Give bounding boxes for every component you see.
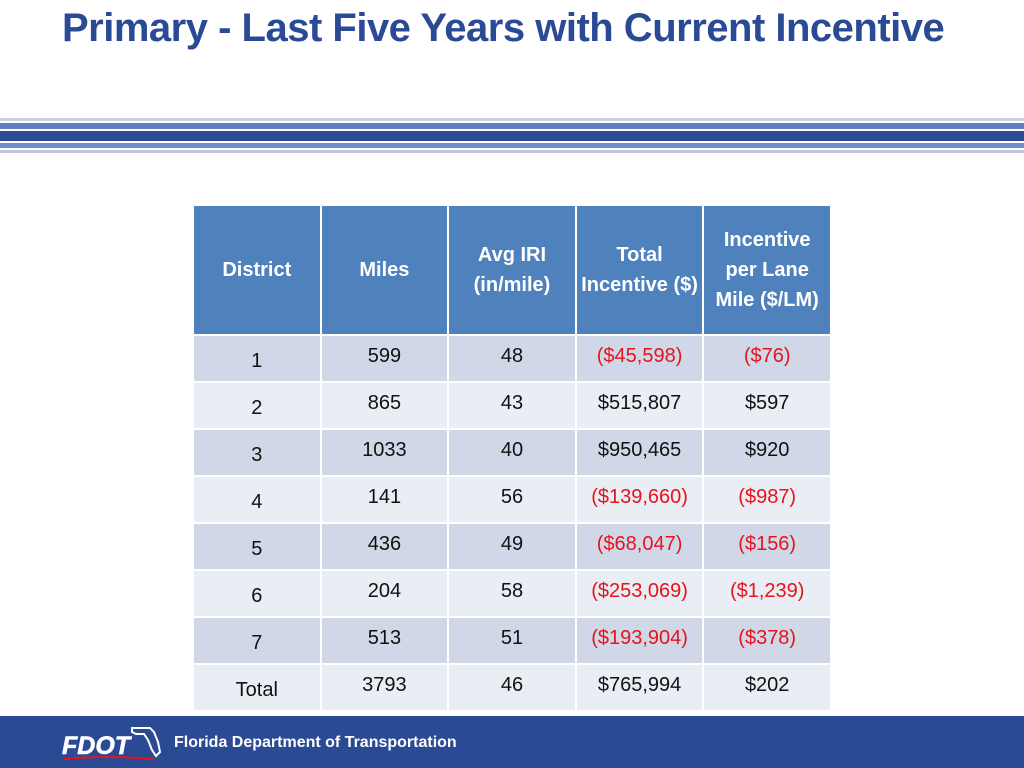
table-cell-total-incentive: ($68,047): [577, 524, 703, 569]
table-cell-miles: 141: [322, 477, 448, 522]
table-cell-district: 4: [194, 477, 320, 522]
table-row: [194, 383, 830, 428]
column-header: District: [194, 206, 320, 334]
table-row: [194, 571, 830, 616]
florida-outline-icon: [132, 728, 160, 756]
table-cell-total-incentive: ($253,069): [577, 571, 703, 616]
table-cell-district: 5: [194, 524, 320, 569]
title-divider: [0, 150, 1024, 153]
incentive-table: [192, 204, 832, 712]
column-header: Miles: [322, 206, 448, 334]
title-divider: [0, 123, 1024, 129]
table-cell-avg-iri: 40: [449, 430, 575, 475]
column-header: Incentive per Lane Mile ($/LM): [704, 206, 830, 334]
table-cell-miles: 3793: [322, 665, 448, 710]
table-cell-district: 2: [194, 383, 320, 428]
table-cell-district: 7: [194, 618, 320, 663]
table-cell-avg-iri: 43: [449, 383, 575, 428]
table-cell-miles: 436: [322, 524, 448, 569]
table-cell-avg-iri: 56: [449, 477, 575, 522]
table-row: [194, 430, 830, 475]
table-cell-avg-iri: 46: [449, 665, 575, 710]
table-row: [194, 477, 830, 522]
table-cell-incentive-per-lm: $597: [704, 383, 830, 428]
fdot-logo: [62, 722, 162, 762]
table-cell-total-incentive: $765,994: [577, 665, 703, 710]
title-divider: [0, 118, 1024, 121]
organization-name: Florida Department of Transportation: [174, 734, 457, 751]
table-cell-district: 3: [194, 430, 320, 475]
table-cell-district: 6: [194, 571, 320, 616]
table-cell-incentive-per-lm: ($987): [704, 477, 830, 522]
table-cell-total-incentive: ($139,660): [577, 477, 703, 522]
table-cell-incentive-per-lm: ($156): [704, 524, 830, 569]
slide-title: Primary - Last Five Years with Current Incentive: [62, 6, 945, 50]
fdot-logo-text: FDOT: [62, 732, 131, 760]
table-header-row: [194, 206, 830, 334]
table-cell-incentive-per-lm: ($76): [704, 336, 830, 381]
table-body: [194, 336, 830, 710]
table-cell-avg-iri: 58: [449, 571, 575, 616]
table-row: [194, 665, 830, 710]
table-cell-avg-iri: 48: [449, 336, 575, 381]
table-cell-district: 1: [194, 336, 320, 381]
table-cell-incentive-per-lm: $202: [704, 665, 830, 710]
table-cell-avg-iri: 49: [449, 524, 575, 569]
table-cell-total-incentive: ($193,904): [577, 618, 703, 663]
table-cell-incentive-per-lm: ($1,239): [704, 571, 830, 616]
table-cell-miles: 599: [322, 336, 448, 381]
column-header: Total Incentive ($): [577, 206, 703, 334]
footer-bar: [0, 716, 1024, 768]
table-cell-incentive-per-lm: $920: [704, 430, 830, 475]
table-row: [194, 524, 830, 569]
table-cell-miles: 204: [322, 571, 448, 616]
table-cell-miles: 513: [322, 618, 448, 663]
column-header: Avg IRI (in/mile): [449, 206, 575, 334]
table-cell-avg-iri: 51: [449, 618, 575, 663]
table-cell-miles: 1033: [322, 430, 448, 475]
table-row: [194, 336, 830, 381]
table-cell-total-incentive: ($45,598): [577, 336, 703, 381]
table-cell-total-incentive: $515,807: [577, 383, 703, 428]
table-cell-district: Total: [194, 665, 320, 710]
table-cell-incentive-per-lm: ($378): [704, 618, 830, 663]
table-row: [194, 618, 830, 663]
title-divider: [0, 131, 1024, 141]
table-cell-miles: 865: [322, 383, 448, 428]
title-divider: [0, 143, 1024, 148]
table-cell-total-incentive: $950,465: [577, 430, 703, 475]
